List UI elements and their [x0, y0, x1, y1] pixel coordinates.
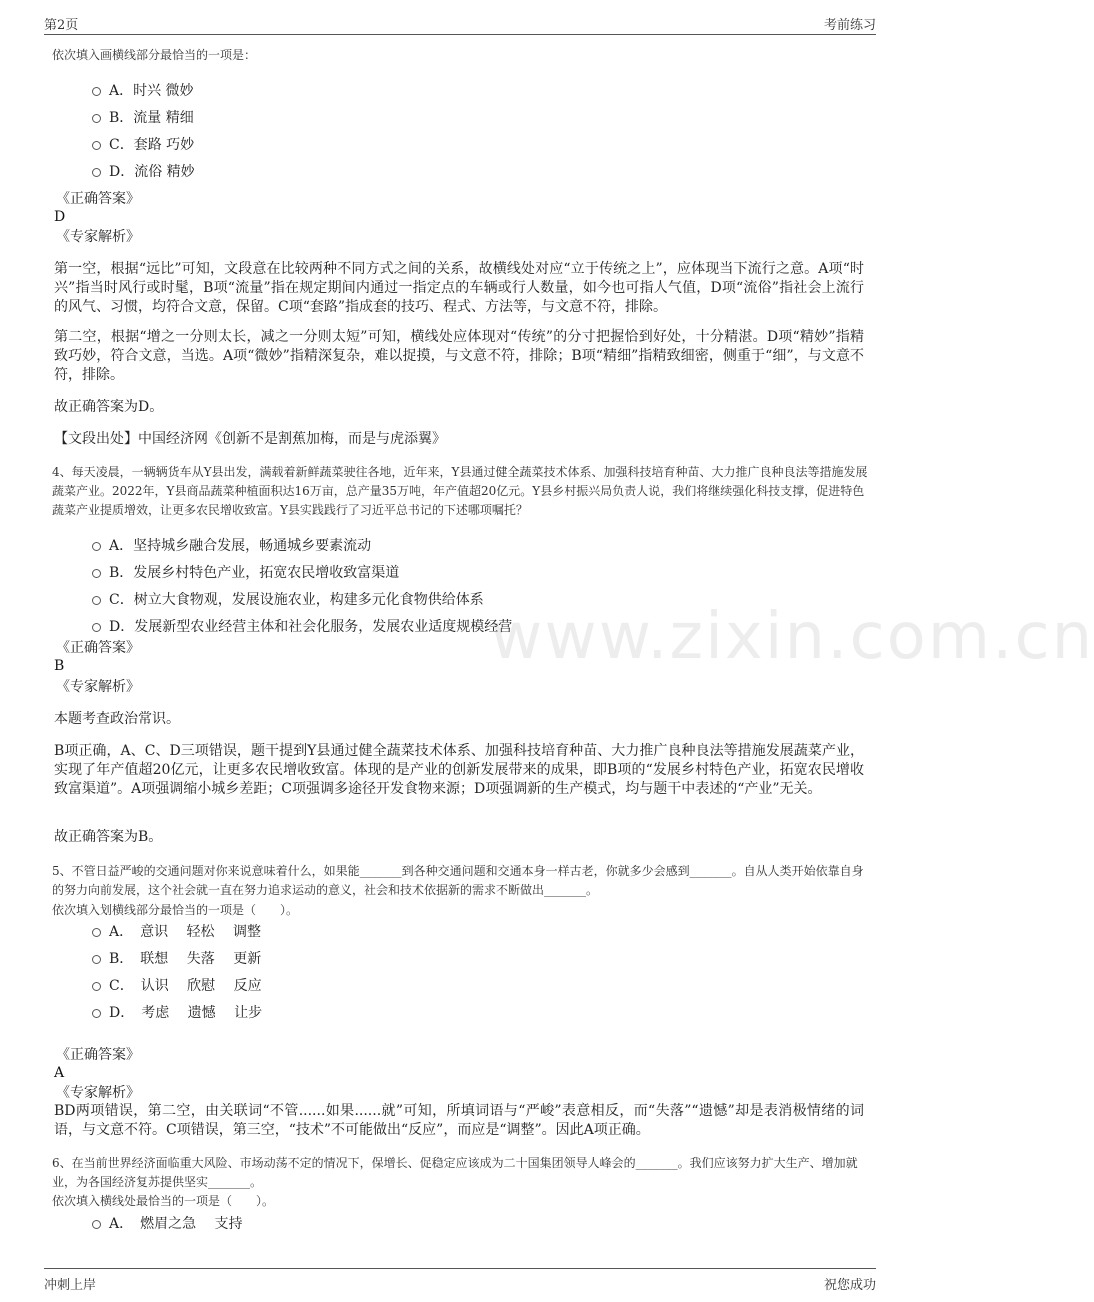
q5-option-d[interactable]: D． 考虑 遗憾 让步 — [92, 1004, 262, 1022]
radio-icon[interactable] — [92, 114, 101, 123]
q4-question: 4、每天凌晨，一辆辆货车从Y县出发，满载着新鲜蔬菜驶往各地，近年来，Y县通过健全蔬菜技术体系、加强科技培育种苗、大力推广良种良法等措施发展蔬菜产业。2022年，Y县商品蔬菜种植面积达16万亩，总产量35万吨，年产值超20亿元。Y县乡村振兴局负责人说，我们将继续强化科技支撑，促进特色蔬菜产业提质增效，让更多农民增收致富。Y县实践践行了习近平总书记的下述哪项嘱托？ — [52, 465, 868, 517]
q6-question: 6、在当前世界经济面临重大风险、市场动荡不定的情况下，保增长、促稳定应该成为二十国集团领导人峰会的_______。我们应该努力扩大生产、增加就业，为各国经济复苏提供坚实_______。 — [52, 1156, 858, 1189]
q4-answer: B — [54, 658, 65, 674]
q3-analysis-p1: 第一空，根据“远比”可知，文段意在比较两种不同方式之间的关系，故横线处对应“立于传统之上”，应体现当下流行之意。A项“时兴”指当时风行或时髦，B项“流量”指在规定期间内通过一指定点的车辆或行人数量，如今也可指人气值，D项“流俗”指社会上流行的风气、习惯，均符合文意，保留。C项“套路”指成套的技巧、程式、方法等，与文意不符，排除。 — [54, 261, 864, 315]
q3-instruction: 依次填入画横线部分最恰当的一项是： — [52, 48, 257, 62]
q4-analysis-p2: B项正确，A、C、D三项错误，题干提到Y县通过健全蔬菜技术体系、加强科技培育种苗、大力推广良种良法等措施发展蔬菜产业，实现了年产值超20亿元，让更多农民增收致富。体现的是产业的创新发展带来的成果，即B项的“发展乡村特色产业，拓宽农民增收致富渠道”。A项强调缩小城乡差距；C项强调多途径开发食物来源；D项强调新的生产模式，均与题干中表述的“产业”无关。 — [54, 743, 864, 797]
q4-answer-label: 《正确答案》 — [56, 640, 140, 656]
q6-option-a[interactable]: A． 燃眉之急 支持 — [92, 1215, 243, 1233]
q5-analysis-label: 《专家解析》 — [56, 1085, 140, 1101]
q4-option-b[interactable]: B．发展乡村特色产业，拓宽农民增收致富渠道 — [92, 564, 399, 582]
radio-icon[interactable] — [92, 623, 101, 632]
q5-option-c[interactable]: C． 认识 欣慰 反应 — [92, 977, 262, 995]
radio-icon[interactable] — [92, 596, 101, 605]
radio-icon[interactable] — [92, 168, 101, 177]
q3-analysis-label: 《专家解析》 — [56, 229, 140, 245]
q3-analysis-p2: 第二空，根据“增之一分则太长，减之一分则太短”可知，横线处应体现对“传统”的分寸把握恰到好处，十分精湛。D项“精妙”指精致巧妙，符合文意，当选。A项“微妙”指精深复杂，难以捉摸，与文意不符，排除；B项“精细”指精致细密，侧重于“细”，与文意不符，排除。 — [54, 329, 864, 383]
q6-instruction: 依次填入横线处最恰当的一项是（ ）。 — [52, 1194, 275, 1208]
radio-icon[interactable] — [92, 569, 101, 578]
radio-icon[interactable] — [92, 1220, 101, 1229]
page-number: 第2页 — [44, 18, 79, 33]
footer-rule — [44, 1268, 876, 1269]
q5-instruction: 依次填入划横线部分最恰当的一项是（ ）。 — [52, 903, 299, 917]
q3-option-d[interactable]: D．流俗 精妙 — [92, 163, 195, 181]
radio-icon[interactable] — [92, 87, 101, 96]
q4-option-c[interactable]: C．树立大食物观，发展设施农业，构建多元化食物供给体系 — [92, 591, 484, 609]
q5-answer-label: 《正确答案》 — [56, 1047, 140, 1063]
q3-answer: D — [54, 209, 66, 225]
q4-option-a[interactable]: A．坚持城乡融合发展，畅通城乡要素流动 — [92, 537, 371, 555]
radio-icon[interactable] — [92, 141, 101, 150]
q3-option-b[interactable]: B．流量 精细 — [92, 109, 194, 127]
q4-analysis-label: 《专家解析》 — [56, 679, 140, 695]
watermark: www.zixin.com.cn — [490, 600, 1094, 674]
q5-answer: A — [54, 1065, 65, 1081]
q5-option-a[interactable]: A． 意识 轻松 调整 — [92, 923, 261, 941]
q5-analysis-p1: BD两项错误，第二空，由关联词“不管......如果......就”可知，所填词语与“严峻”表意相反，而“失落”“遗憾”却是表消极情绪的词语，与文意不符。C项错误，第三空，“技术”不可能做出“反应”，而应是“调整”。因此A项正确。 — [54, 1103, 864, 1138]
radio-icon[interactable] — [92, 542, 101, 551]
footer-left-label: 冲刺上岸 — [44, 1278, 97, 1293]
q3-option-a[interactable]: A．时兴 微妙 — [92, 82, 194, 100]
radio-icon[interactable] — [92, 955, 101, 964]
radio-icon[interactable] — [92, 928, 101, 937]
q3-analysis-p3: 故正确答案为D。 — [54, 399, 164, 415]
q5-option-b[interactable]: B． 联想 失落 更新 — [92, 950, 261, 968]
radio-icon[interactable] — [92, 982, 101, 991]
footer-right-label: 祝您成功 — [823, 1278, 876, 1293]
q3-option-c[interactable]: C．套路 巧妙 — [92, 136, 194, 154]
q4-analysis-p3: 故正确答案为B。 — [54, 829, 163, 845]
q4-option-d[interactable]: D．发展新型农业经营主体和社会化服务，发展农业适度规模经营 — [92, 618, 512, 636]
q3-answer-label: 《正确答案》 — [56, 191, 140, 207]
q3-source: 【文段出处】中国经济网《创新不是割蕉加梅，而是与虎添翼》 — [54, 431, 446, 447]
header-title: 考前练习 — [823, 18, 876, 33]
header-rule — [44, 34, 876, 35]
radio-icon[interactable] — [92, 1009, 101, 1018]
q5-question: 5、不管日益严峻的交通问题对你来说意味着什么，如果能_______到各种交通问题和交通本身一样古老，你就多少会感到_______。自从人类开始依靠自身的努力向前发展，这个社会就一直在努力追求运动的意义，社会和技术依据新的需求不断做出_______。 — [52, 864, 864, 897]
q4-analysis-p1: 本题考查政治常识。 — [54, 711, 180, 727]
